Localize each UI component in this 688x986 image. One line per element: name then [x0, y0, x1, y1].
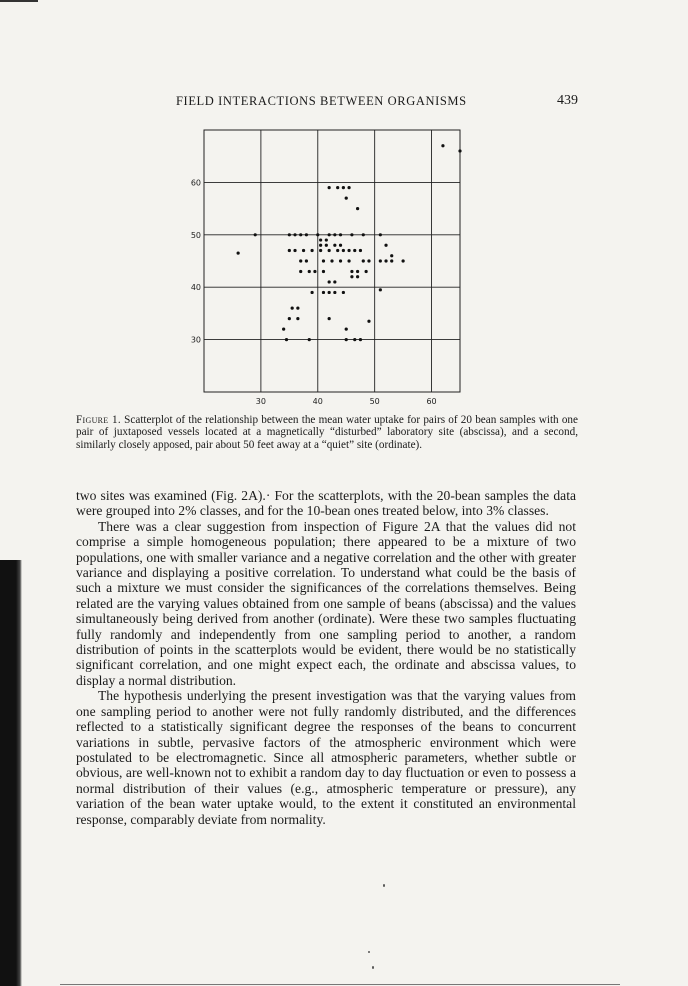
data-point: [333, 280, 336, 283]
data-point: [353, 249, 356, 252]
figure-caption: [76, 414, 578, 451]
data-point: [330, 259, 333, 262]
data-point: [328, 317, 331, 320]
scan-speck: [368, 951, 370, 953]
data-point: [362, 233, 365, 236]
data-point: [310, 249, 313, 252]
data-point: [333, 291, 336, 294]
data-point: [282, 328, 285, 331]
data-point: [328, 280, 331, 283]
data-point: [299, 233, 302, 236]
data-point: [322, 270, 325, 273]
data-point: [293, 249, 296, 252]
data-point: [367, 320, 370, 323]
data-point: [379, 288, 382, 291]
data-point: [291, 307, 294, 310]
data-point: [299, 259, 302, 262]
data-point: [308, 270, 311, 273]
data-point: [313, 270, 316, 273]
data-point: [328, 291, 331, 294]
data-point: [305, 233, 308, 236]
data-point: [342, 186, 345, 189]
data-point: [319, 249, 322, 252]
data-point: [288, 249, 291, 252]
data-point: [319, 238, 322, 241]
data-point: [328, 186, 331, 189]
scatterplot-svg: [184, 122, 464, 412]
data-point: [356, 207, 359, 210]
y-tick-label: 40: [190, 283, 201, 293]
running-title: FIELD INTERACTIONS BETWEEN ORGANISMS: [176, 94, 467, 108]
data-point: [365, 270, 368, 273]
data-point: [345, 328, 348, 331]
data-point: [384, 244, 387, 247]
data-point: [254, 233, 257, 236]
x-tick-label: 30: [255, 397, 266, 406]
y-tick-label: 60: [190, 178, 201, 188]
scan-binding-shadow: [0, 560, 22, 986]
caption-text: Scatterplot of the relationship between the mean water uptake for pairs of 20 bean samples with one pair of juxtaposed vessels located at a magnetically “disturbed” laboratory site (abscissa), and a second, similarly closely apposed, pair about 50 feet away at a “quiet” site (ordinate).: [76, 414, 578, 451]
data-point: [310, 291, 313, 294]
data-point: [237, 252, 240, 255]
data-point: [299, 270, 302, 273]
data-point: [336, 249, 339, 252]
data-point: [325, 244, 328, 247]
x-tick-label: 40: [312, 397, 323, 406]
data-point: [384, 259, 387, 262]
data-point: [458, 149, 461, 152]
data-point: [353, 338, 356, 341]
data-point: [333, 233, 336, 236]
data-point: [293, 233, 296, 236]
data-point: [347, 249, 350, 252]
data-point: [316, 233, 319, 236]
data-point: [302, 249, 305, 252]
data-point: [322, 259, 325, 262]
data-point: [345, 338, 348, 341]
data-point: [285, 338, 288, 341]
data-point: [390, 254, 393, 257]
data-point: [359, 249, 362, 252]
data-point: [305, 259, 308, 262]
data-point: [288, 233, 291, 236]
data-point: [319, 244, 322, 247]
data-point: [402, 259, 405, 262]
data-point: [356, 275, 359, 278]
data-point: [288, 317, 291, 320]
data-point: [359, 338, 362, 341]
data-point: [328, 249, 331, 252]
data-point: [339, 244, 342, 247]
data-point: [308, 338, 311, 341]
data-point: [333, 244, 336, 247]
body-text: [76, 488, 576, 827]
data-point: [347, 259, 350, 262]
data-point: [296, 317, 299, 320]
data-point: [362, 259, 365, 262]
x-tick-label: 60: [426, 397, 437, 406]
data-point: [339, 233, 342, 236]
data-point: [342, 249, 345, 252]
page-number: 439: [557, 93, 578, 108]
caption-label: Figure 1.: [76, 414, 121, 426]
y-tick-label: 30: [190, 335, 201, 345]
data-point: [322, 291, 325, 294]
bottom-rule: [60, 984, 620, 985]
x-tick-label: 50: [369, 397, 380, 406]
data-point: [367, 259, 370, 262]
data-point: [328, 233, 331, 236]
data-point: [441, 144, 444, 147]
scan-artifact-top: [0, 0, 38, 2]
data-point: [350, 233, 353, 236]
data-point: [347, 186, 350, 189]
data-point: [296, 307, 299, 310]
page-header: [0, 94, 688, 114]
figure-1-scatterplot: [184, 122, 464, 412]
data-point: [339, 259, 342, 262]
paragraph-1: two sites was examined (Fig. 2A).· For the scatterplots, with the 20-bean samples the data were grouped into 2% classes, and for the 10-bean ones treated below, into 3% classes.: [76, 488, 576, 519]
data-point: [356, 270, 359, 273]
data-point: [342, 291, 345, 294]
data-point: [325, 238, 328, 241]
scan-speck: [383, 884, 385, 887]
data-point: [350, 275, 353, 278]
data-point: [336, 186, 339, 189]
data-point: [379, 233, 382, 236]
data-point: [390, 259, 393, 262]
data-point: [379, 259, 382, 262]
paragraph-2: There was a clear suggestion from inspection of Figure 2A that the values did not comprise a simple homogeneous population; there appeared to be a mixture of two populations, one with smaller variance and a negative correlation and the other with greater variance and displaying a positive correlation. To understand what could be the basis of such a mixture we must consider the significances of the correlations themselves. Being related are the varying values obtained from one sample of beans (abscissa) and the values simultaneously being derived from another (ordinate). Were these two samples fluctuating fully randomly and independently from one sampling period to another, a random distribution of points in the scatterplots would be evident, there would be no statistically significant correlation, and one might expect each, the ordinate and abscissa values, to display a normal distribution.: [76, 518, 576, 688]
scan-speck: [372, 966, 374, 969]
data-point: [350, 270, 353, 273]
data-point: [345, 197, 348, 200]
y-tick-label: 50: [190, 230, 201, 240]
paragraph-3: The hypothesis underlying the present investigation was that the varying values from one sampling period to another were not fully randomly distributed, and the differences reflected to a statistically significant degree the responses of the beans to concurrent variations in subtle, pervasive factors of the atmospheric environment which were postulated to be electromagnetic. Since all atmospheric parameters, whether subtle or obvious, are well-known not to exhibit a random day to day fluctuation or even to possess a normal distribution of their values (e.g., atmospheric temperature or pressure), any variation of the bean water uptake would, to the extent it constituted an environmental response, comparably deviate from normality.: [76, 688, 576, 827]
